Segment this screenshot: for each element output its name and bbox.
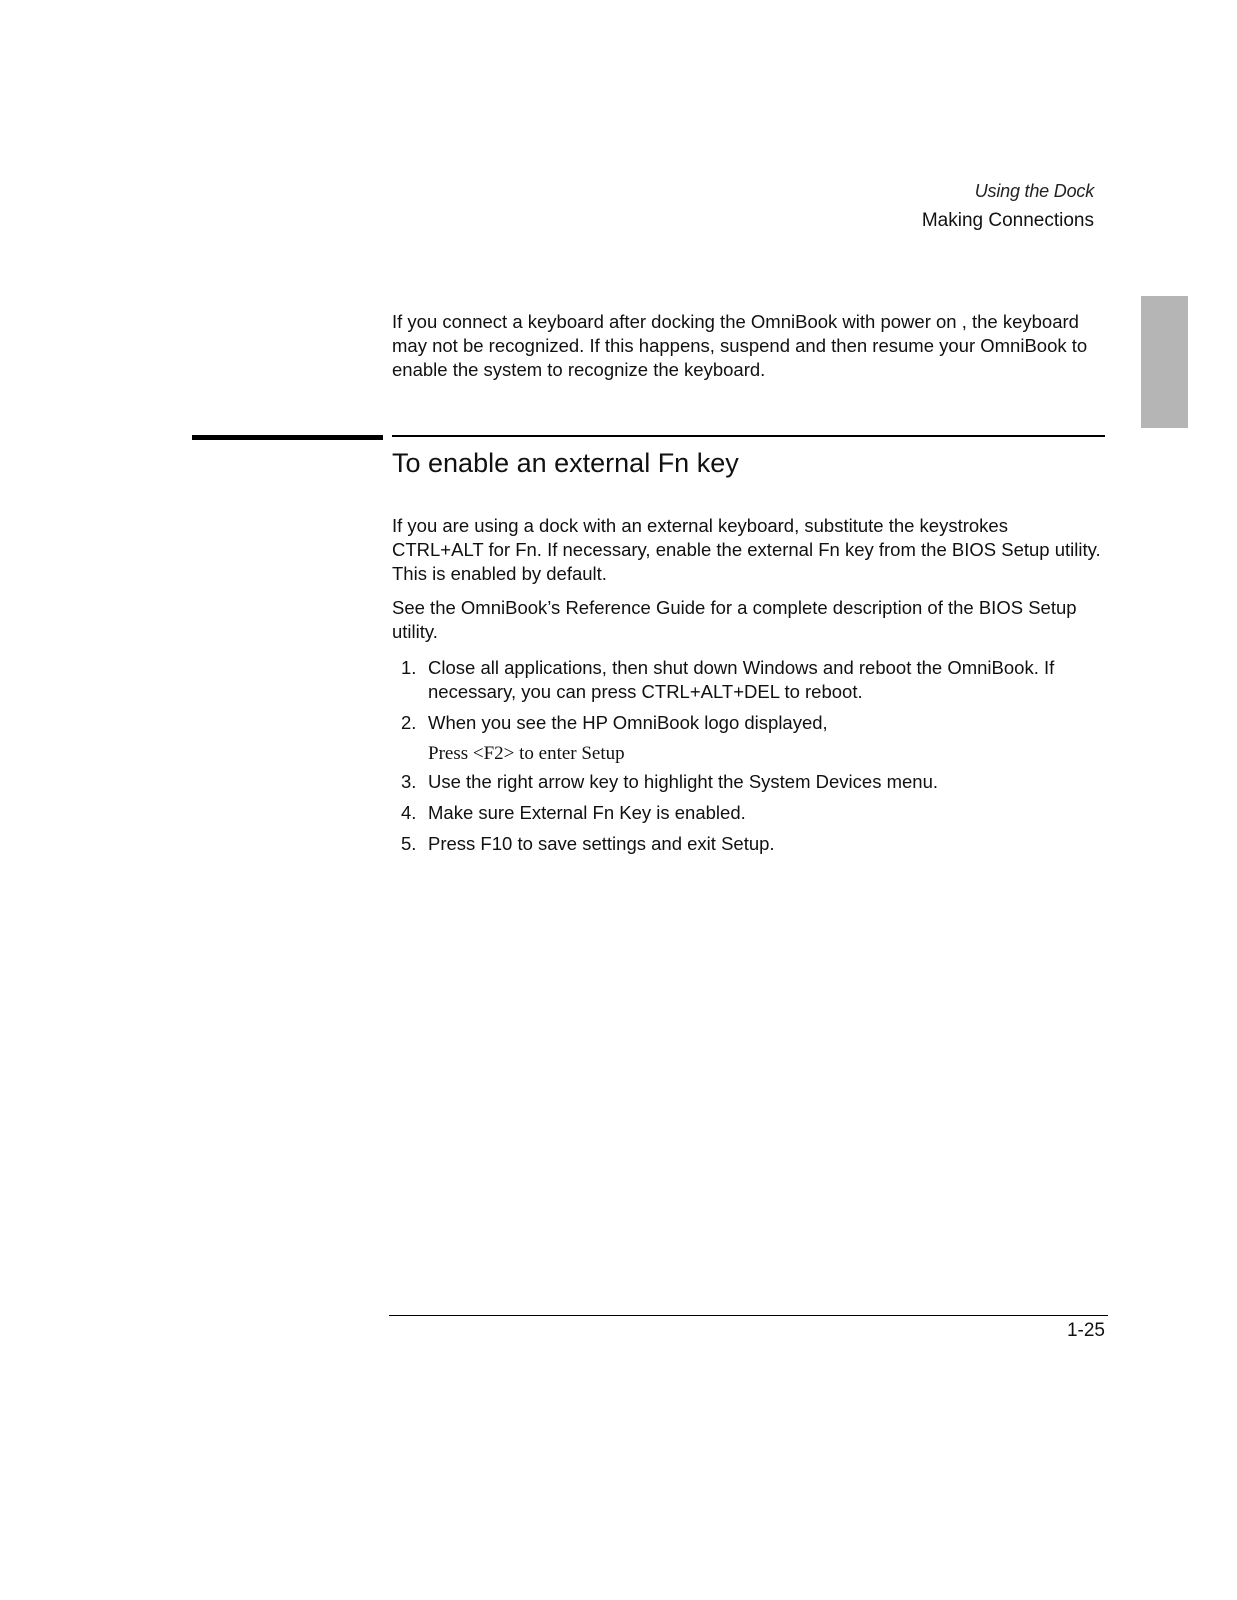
- step-number: 3.: [401, 771, 417, 792]
- section-rule-left: [192, 435, 383, 440]
- step-text: Close all applications, then shut down Windows and reboot the OmniBook. If necessary, you can press CTRL+ALT+DEL to reboot.: [428, 657, 1055, 702]
- screen-message: Press <F2> to enter Setup: [428, 743, 625, 764]
- chapter-thumb-tab: [1141, 296, 1188, 428]
- section-paragraph-1: If you are using a dock with an external keyboard, substitute the keystrokes CTRL+ALT for Fn. If necessary, enable the external Fn key from the BIOS Setup utility. This is enabled by default.: [392, 515, 1101, 584]
- step-number: 2.: [401, 712, 417, 733]
- list-item: [392, 832, 1102, 856]
- step-text: Use the right arrow key to highlight the System Devices menu.: [428, 771, 939, 792]
- list-item: [392, 770, 1102, 794]
- step-number: 1.: [401, 657, 417, 678]
- page-number: 1-25: [1066, 1320, 1105, 1341]
- section-rule-right: [392, 435, 1105, 437]
- step-text: Press F10 to save settings and exit Setup.: [428, 833, 775, 854]
- running-header-chapter: Using the Dock: [974, 181, 1094, 201]
- list-item: [392, 801, 1102, 825]
- steps-list: [392, 656, 1102, 863]
- section-paragraph-2: See the OmniBook’s Reference Guide for a complete description of the BIOS Setup utility.: [392, 597, 1077, 642]
- section-heading: To enable an external Fn key: [392, 448, 739, 478]
- intro-paragraph: If you connect a keyboard after docking the OmniBook with power on , the keyboard may not be recognized. If this happens, suspend and then resume your OmniBook to enable the system to recognize the keyboard.: [392, 311, 1088, 380]
- running-header-section: Making Connections: [921, 210, 1094, 231]
- step-number: 5.: [401, 833, 417, 854]
- list-item: [392, 711, 1102, 766]
- list-item: [392, 656, 1102, 704]
- step-text: When you see the HP OmniBook logo displayed,: [428, 712, 828, 733]
- step-text: Make sure External Fn Key is enabled.: [428, 802, 746, 823]
- step-number: 4.: [401, 802, 417, 823]
- footer-rule: [389, 1315, 1108, 1316]
